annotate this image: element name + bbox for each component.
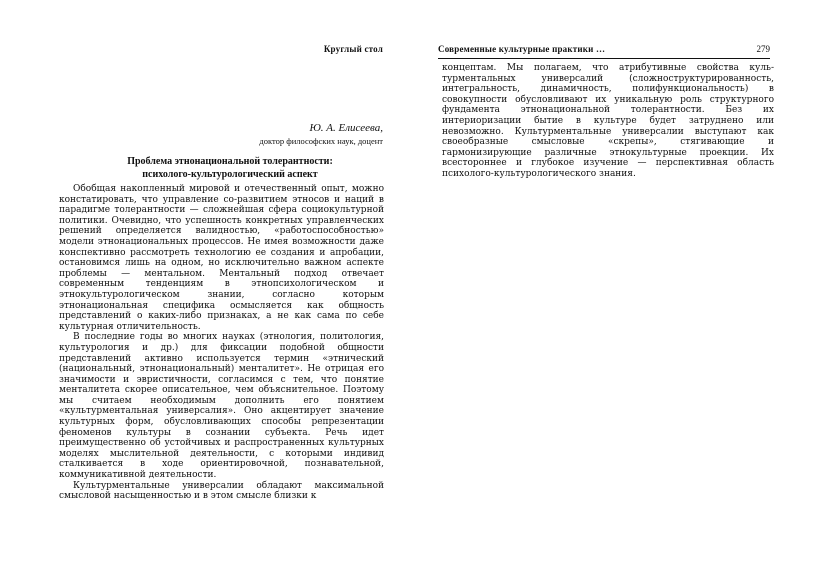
body-paragraph-continued: концептам. Мы полагаем, что атрибутивные свойства культурментальных универсалий (сложноструктурированность, интегральность, динамичность, полифункциональность) в совокупности обусловливают их уникальную роль структурного фундамента этнонациональной толерантности. Без их интериоризации бытие в культуре будет затруднено или невозможно. Культурментальные универсалии выступают как своеобразные смысловые «скрепы», стягивающие и гармонизирующие различные этнокультурные проекции. Их всестороннее и глубокое изучение — перспективная область психолого-культурологического знания. (442, 63, 774, 179)
left-body-text (59, 184, 384, 502)
article-title-line-1: Проблема этнонациональной толерантности: (127, 156, 333, 167)
body-paragraph-1: Обобщая накопленный мировой и отечественный опыт, можно констатировать, что управление со-развитием этносов и наций в парадигме толерантности — сложнейшая сфера социокультурной политики. Очевидно, что успешность конкретных управленческих решений определяется валидностью, «работоспособностью» модели этнонациональных процессов. Не имея возможности даже конспективно рассмотреть технологию ее создания и апробации, остановимся лишь на одном, но исключительно важном аспекте проблемы — ментальном. Ментальный подход отвечает современным тенденциям в этнопсихологическом и этнокультурологическом знании, согласно которым этнонациональная специфика осмысляется как общность представлений о каких-либо признаках, а не как сама по себе культурная отличительность. (59, 184, 384, 332)
right-body-text (442, 63, 774, 180)
running-head-right: Современные культурные практики … (438, 44, 606, 54)
article-title-line-2: психолого-культурологический аспект (142, 168, 318, 180)
header-rule (438, 58, 770, 59)
author-block (259, 121, 383, 147)
running-head-left: Круглый стол (323, 44, 383, 54)
body-paragraph-2: В последние годы во многих науках (этнология, политология, культурология и др.) для фиксации подобной общности представлений активно используется термин «этнический (национальный, этнонациональный) менталитет». Не отрицая его значимости и эвристичности, согласимся с тем, что понятие менталитета скорее описательное, чем объяснительное. Поэтому мы считаем необходимым дополнить его понятием «культурментальная универсалия». Оно акцентирует значение культурных форм, обусловливающих способы репрезентации феноменов культуры в сознании субъекта. Речь идет преимущественно об устойчивых и распространенных культурных моделях мыслительной деятельности, с которыми индивид сталкивается в ходе ориентировочной, познавательной, коммуникативной деятельности. (59, 332, 384, 481)
right-page (410, 0, 820, 580)
body-paragraph-3: Культурментальные универсалии обладают максимальной смысловой насыщенностью и в этом смысле близки к (59, 480, 384, 502)
author-name: Ю. А. Елисеева, (309, 122, 383, 134)
page-number: 279 (756, 44, 770, 54)
article-title (80, 156, 380, 181)
author-degree: доктор философских наук, доцент (259, 136, 383, 146)
